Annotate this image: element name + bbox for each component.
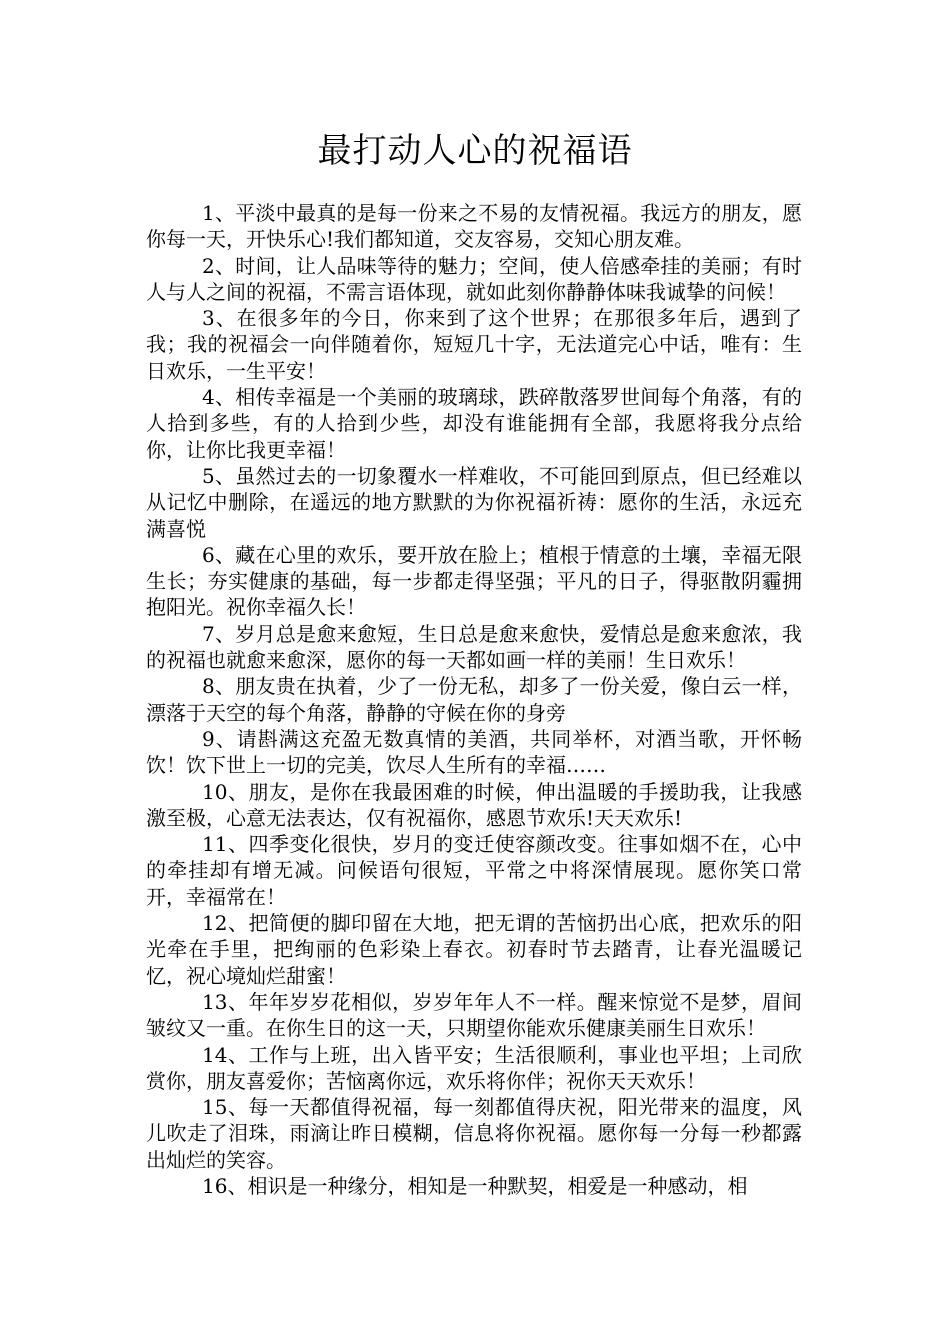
paragraph-3: 3、在很多年的今日，你来到了这个世界；在那很多年后，遇到了我；我的祝福会一向伴随着你，短短几十字，无法道完心中话，唯有：生日欢乐，一生平安！ xyxy=(146,306,802,383)
paragraph-11: 11、四季变化很快，岁月的变迁使容颜改变。往事如烟不在，心中的牵挂却有增无减。问候语句很短，平常之中将深情展现。愿你笑口常开，幸福常在！ xyxy=(146,832,802,909)
paragraph-16: 16、相识是一种缘分，相知是一种默契，相爱是一种感动，相 xyxy=(202,1173,748,1198)
paragraph-8: 8、朋友贵在执着，少了一份无私，却多了一份关爱，像白云一样，漂落于天空的每个角落，静静的守候在你的身旁 xyxy=(146,674,802,725)
paragraph-2: 2、时间，让人品味等待的魅力；空间，使人倍感牵挂的美丽；有时人与人之间的祝福，不需言语体现，就如此刻你静静体味我诚挚的问候！ xyxy=(146,253,802,304)
paragraph-4: 4、相传幸福是一个美丽的玻璃球，跌碎散落罗世间每个角落，有的人拾到多些，有的人拾到少些，却没有谁能拥有全部，我愿将我分点给你，让你比我更幸福！ xyxy=(146,385,802,462)
paragraph-5: 5、虽然过去的一切象覆水一样难收，不可能回到原点，但已经难以从记忆中删除，在遥远的地方默默的为你祝福祈祷：愿你的生活，永远充满喜悦 xyxy=(146,463,802,541)
paragraph-10: 10、朋友，是你在我最困难的时候，伸出温暖的手援助我，让我感激至极，心意无法表达，仅有祝福你，感恩节欢乐!天天欢乐! xyxy=(146,779,802,830)
paragraph-15: 15、每一天都值得祝福，每一刻都值得庆祝，阳光带来的温度，风儿吹走了泪珠，雨滴让昨日模糊，信息将你祝福。愿你每一分每一秒都露出灿烂的笑容。 xyxy=(146,1095,802,1172)
paragraph-9: 9、请斟满这充盈无数真情的美酒，共同举杯，对酒当歌，开怀畅饮！饮下世上一切的完美，饮尽人生所有的幸福…… xyxy=(146,726,802,778)
paragraph-12: 12、把简便的脚印留在大地，把无谓的苦恼扔出心底，把欢乐的阳光牵在手里，把绚丽的色彩染上春衣。初春时节去踏青，让春光温暖记忆，祝心境灿烂甜蜜！ xyxy=(146,911,802,988)
document-title: 最打动人心的祝福语 xyxy=(317,131,633,171)
document-body xyxy=(146,200,802,1199)
paragraph-13: 13、年年岁岁花相似，岁岁年年人不一样。醒来惊觉不是梦，眉间皱纹又一重。在你生日的这一天，只期望你能欢乐健康美丽生日欢乐！ xyxy=(146,989,802,1041)
paragraph-7: 7、岁月总是愈来愈短，生日总是愈来愈快，爱情总是愈来愈浓，我的祝福也就愈来愈深，愿你的每一天都如画一样的美丽！生日欢乐！ xyxy=(146,621,802,673)
paragraph-14: 14、工作与上班，出入皆平安；生活很顺利，事业也平坦；上司欣赏你，朋友喜爱你；苦恼离你远，欢乐将你伴；祝你天天欢乐！ xyxy=(146,1042,802,1093)
paragraph-6: 6、藏在心里的欢乐，要开放在脸上；植根于情意的土壤，幸福无限生长；夯实健康的基础，每一步都走得坚强；平凡的日子，得驱散阴霾拥抱阳光。祝你幸福久长！ xyxy=(146,542,802,620)
paragraph-1: 1、平淡中最真的是每一份来之不易的友情祝福。我远方的朋友，愿你每一天，开快乐心!我们都知道，交友容易，交知心朋友难。 xyxy=(146,201,802,252)
